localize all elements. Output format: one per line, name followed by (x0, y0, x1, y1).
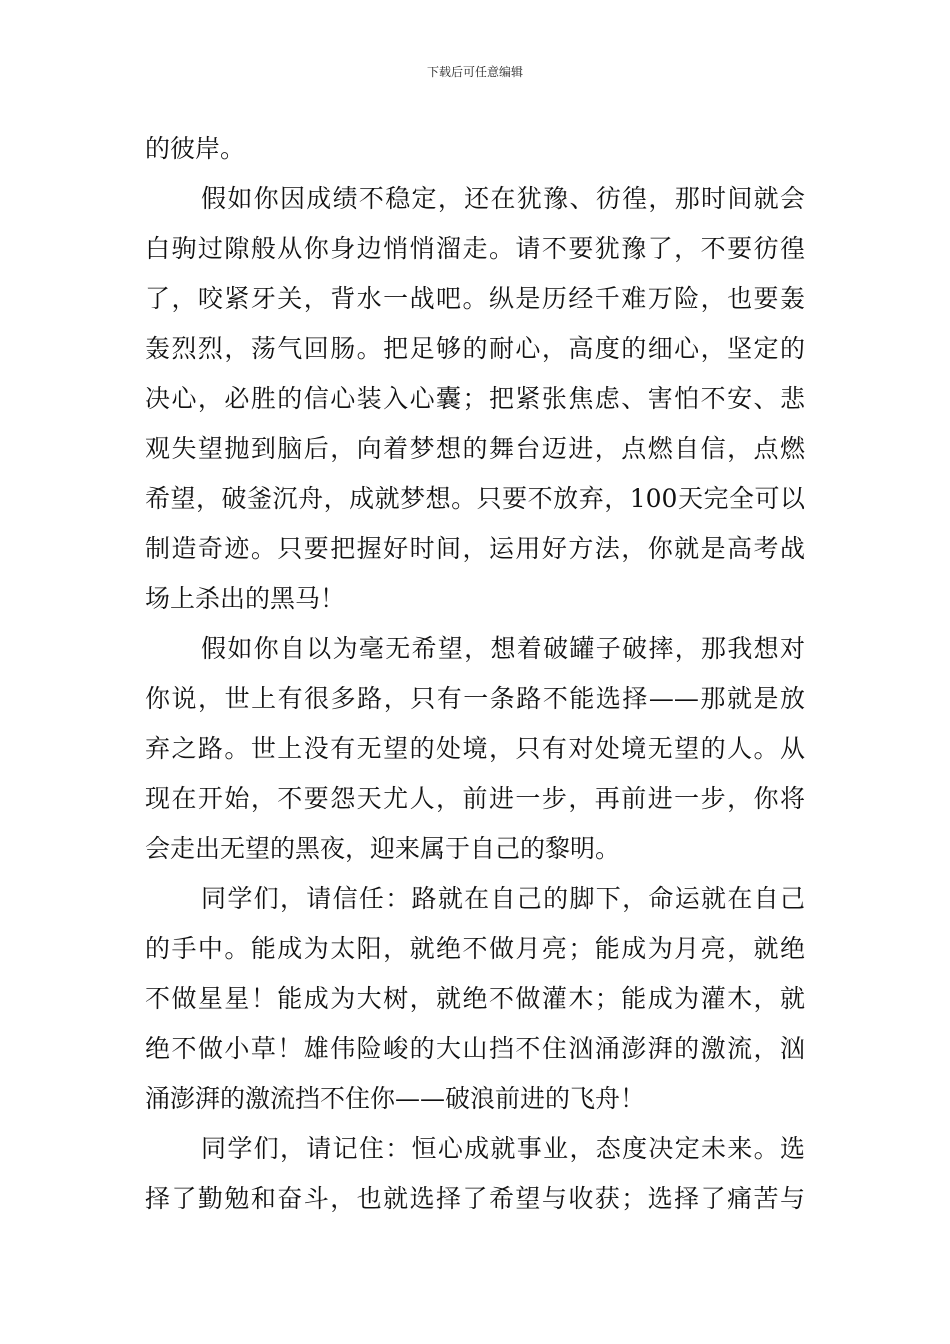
page-header: 下载后可任意编辑 (426, 65, 523, 79)
text-line: 观失望抛到脑后，向着梦想的舞台迈进，点燃自信，点燃 (145, 434, 805, 463)
text-line: 同学们，请信任：路就在自己的脚下，命运就在自己 (201, 884, 805, 913)
text-line: 假如你因成绩不稳定，还在犹豫、彷徨，那时间就会 (201, 184, 805, 213)
text-line: 的手中。能成为太阳，就绝不做月亮；能成为月亮，就绝 (145, 934, 805, 963)
text-line: 白驹过隙般从你身边悄悄溜走。请不要犹豫了，不要彷徨 (145, 234, 805, 263)
text-line: 不做星星！能成为大树，就绝不做灌木；能成为灌木，就 (145, 984, 805, 1013)
text-line: 会走出无望的黑夜，迎来属于自己的黎明。 (145, 834, 621, 863)
text-line: 决心，必胜的信心装入心囊；把紧张焦虑、害怕不安、悲 (145, 384, 805, 413)
text-line: 希望，破釜沉舟，成就梦想。只要不放弃，100天完全可以 (145, 484, 805, 513)
text-line: 现在开始，不要怨天尤人，前进一步，再前进一步，你将 (145, 784, 805, 813)
text-line: 同学们，请记住：恒心成就事业，态度决定未来。选 (201, 1134, 805, 1163)
text-line: 择了勤勉和奋斗，也就选择了希望与收获；选择了痛苦与 (145, 1184, 805, 1213)
text-line: 了，咬紧牙关，背水一战吧。纵是历经千难万险，也要轰 (145, 284, 805, 313)
text-line: 你说，世上有很多路，只有一条路不能选择——那就是放 (145, 684, 805, 713)
text-line: 的彼岸。 (145, 134, 246, 163)
text-line: 场上杀出的黑马！ (145, 584, 346, 613)
text-line: 涌澎湃的激流挡不住你——破浪前进的飞舟！ (145, 1084, 646, 1113)
text-line: 制造奇迹。只要把握好时间，运用好方法，你就是高考战 (145, 534, 805, 563)
document-body (145, 124, 805, 1224)
text-line: 弃之路。世上没有无望的处境，只有对处境无望的人。从 (145, 734, 805, 763)
text-line: 绝不做小草！雄伟险峻的大山挡不住汹涌澎湃的激流，汹 (145, 1034, 805, 1063)
text-line: 假如你自以为毫无希望，想着破罐子破摔，那我想对 (201, 634, 805, 663)
text-line: 轰烈烈，荡气回肠。把足够的耐心，高度的细心，坚定的 (145, 334, 805, 363)
